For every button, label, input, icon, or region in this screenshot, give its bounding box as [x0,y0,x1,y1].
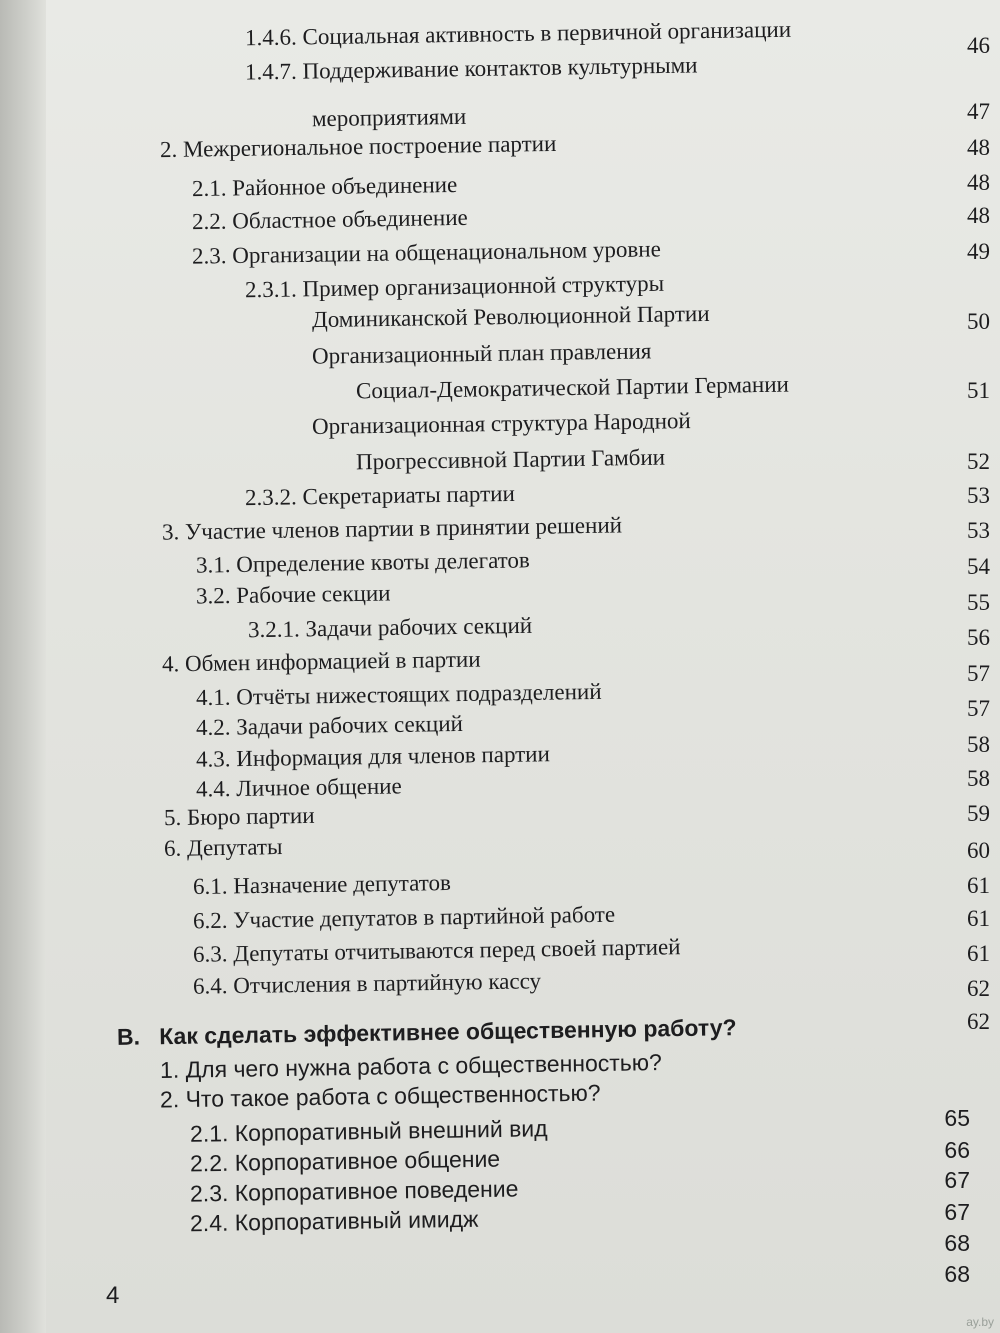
toc-entry [193,933,681,969]
entry-page: 50 [967,309,990,334]
toc-entry [245,16,791,53]
toc-entry [248,612,532,644]
entry-title: Поддерживание контактов культурными [302,52,698,84]
toc-entry [190,1174,519,1207]
watermark: ay.by [966,1315,994,1329]
entry-title: Задачи рабочих секций [305,612,533,642]
entry-page: 48 [967,170,990,195]
toc-entry [196,772,402,803]
entry-page: 55 [967,590,990,615]
entry-title: Личное общение [236,773,402,801]
toc-entry [245,480,515,512]
entry-page: 47 [967,99,990,124]
entry-title: Организационный план правления [311,338,652,369]
entry-title: Что такое работа с общественностью? [185,1079,601,1113]
entry-number: 3.2. [195,582,231,609]
entry-title: Корпоративное общение [234,1145,501,1176]
entry-number: 3.1. [195,552,231,578]
entry-number: 5. [163,804,182,831]
toc-entry [245,270,664,305]
entry-title: Депутаты [186,834,283,861]
toc-entry [190,1114,548,1148]
toc-entry [312,407,691,441]
entry-number: 2.4. [189,1209,229,1237]
entry-title: Отчисления в партийную кассу [233,968,542,999]
toc-entry [193,967,541,1000]
entry-title: Рабочие секции [236,580,391,608]
entry-number: 3.2.1. [247,616,300,643]
entry-number: 2.3. [189,1179,229,1207]
toc-entry [164,833,283,863]
entry-title: Задачи рабочих секций [236,710,464,740]
entry-title: Участие депутатов в партийной работе [233,901,616,933]
toc-entry [160,130,557,164]
entry-title: Корпоративный имидж [234,1205,479,1236]
entry-page: 57 [967,696,990,721]
toc-entry [193,901,615,936]
entry-page: 65 [944,1105,970,1131]
entry-number: 2.3. [191,243,227,269]
entry-number: 2.1. [189,1120,229,1147]
toc-entry [356,444,665,477]
entry-page: 46 [967,33,990,58]
entry-title: Депутаты отчитываются перед своей партией [233,934,681,967]
entry-number: 1. [159,1056,180,1083]
entry-title: Для чего нужна работа с общественностью? [185,1049,663,1083]
entry-title: Участие членов партии в принятии решений [184,512,623,545]
entry-page: 53 [967,483,990,508]
entry-page: 62 [967,976,990,1001]
entry-title: Прогрессивной Партии Гамбии [355,444,666,475]
entry-page: 59 [967,801,990,826]
toc-entry [164,802,315,832]
entry-number: 2.3.2. [244,484,297,511]
entry-number: B. [116,1023,141,1050]
entry-title: Корпоративный внешний вид [234,1115,548,1147]
entry-page: 61 [967,873,990,898]
entry-number: 4.2. [195,714,231,741]
entry-page: 58 [967,732,990,757]
toc-entry [190,1145,501,1178]
entry-title: Межрегиональное построение партии [182,130,557,162]
toc-entry [192,171,458,203]
entry-page: 67 [944,1167,970,1193]
entry-title: Пример организационной структуры [302,270,665,302]
entry-number: 6.3. [192,941,228,967]
entry-number: 1.4.6. [244,24,297,51]
entry-title: мероприятиями [311,103,467,132]
entry-number: 2.2. [191,208,227,235]
entry-page: 61 [967,906,990,931]
toc-entry [192,235,661,270]
toc-entry [190,1205,479,1238]
entry-title: Обмен информацией в партии [184,646,481,677]
entry-page: 48 [967,203,990,228]
entry-title: Доминиканской Революционной Партии [311,300,710,333]
toc-entry [196,546,530,579]
toc-entry [193,869,451,901]
entry-page: 68 [944,1261,970,1287]
entry-number: 2.3.1. [244,276,297,303]
entry-number: 4.3. [195,746,231,772]
toc-entry [196,710,463,742]
toc-entry [312,103,467,133]
page-number: 4 [106,1282,120,1309]
toc-entry [196,678,602,712]
entry-page: 58 [967,766,990,791]
toc-entry [312,337,652,370]
entry-title: Организационная структура Народной [311,408,691,439]
entry-number: 2. [159,136,178,163]
entry-page: 54 [967,554,990,579]
entry-number: 4. [161,651,180,677]
toc-section-heading [117,1013,737,1051]
toc-entry [192,204,468,236]
entry-title: Назначение депутатов [233,869,452,899]
entry-title: Областное объединение [232,204,468,234]
entry-page: 57 [967,661,990,686]
entry-page: 68 [944,1230,970,1256]
entry-page: 60 [967,838,990,863]
toc-entry [162,511,622,546]
entry-title: Определение квоты делегатов [236,547,530,577]
entry-title: Секретариаты партии [302,480,515,510]
entry-title: Корпоративное поведение [234,1175,519,1206]
entry-title: Районное объединение [232,171,458,201]
entry-title: Бюро партии [186,802,315,830]
entry-number: 6.2. [192,907,228,934]
entry-number: 4.1. [195,684,231,711]
entry-number: 6.4. [192,973,228,999]
entry-number: 6.1. [192,873,228,900]
entry-page: 53 [967,518,990,543]
entry-page: 48 [967,135,990,160]
toc-entry [196,579,391,610]
entry-number: 3. [161,519,180,545]
entry-page: 62 [967,1009,990,1034]
entry-title: Социальная активность в первичной организации [302,16,792,50]
toc-entry [312,300,710,334]
entry-number: 2.1. [191,175,227,202]
toc-entry [196,740,550,774]
entry-page: 56 [967,625,990,650]
entry-number: 1.4.7. [244,58,297,85]
entry-title: Социал-Демократической Партии Германии [355,371,790,404]
entry-page: 61 [967,941,990,966]
entry-number: 2. [159,1086,180,1113]
entry-page: 67 [944,1199,970,1225]
entry-page: 51 [967,378,990,403]
entry-number: 6. [163,835,182,861]
toc-entry [160,1079,601,1114]
entry-title: Организации на общенациональном уровне [232,236,662,269]
toc-entry [245,51,698,86]
toc-entry [162,645,481,678]
entry-title: Отчёты нижестоящих подразделений [236,678,602,710]
entry-title: Информация для членов партии [236,741,551,772]
entry-page: 49 [967,239,990,264]
toc-entry [356,371,789,406]
entry-title: Как сделать эффективнее общественную работу? [159,1014,737,1050]
entry-number: 4.4. [195,776,231,802]
entry-number: 2.2. [189,1149,229,1177]
entry-page: 52 [967,449,990,474]
entry-page: 66 [944,1137,970,1163]
